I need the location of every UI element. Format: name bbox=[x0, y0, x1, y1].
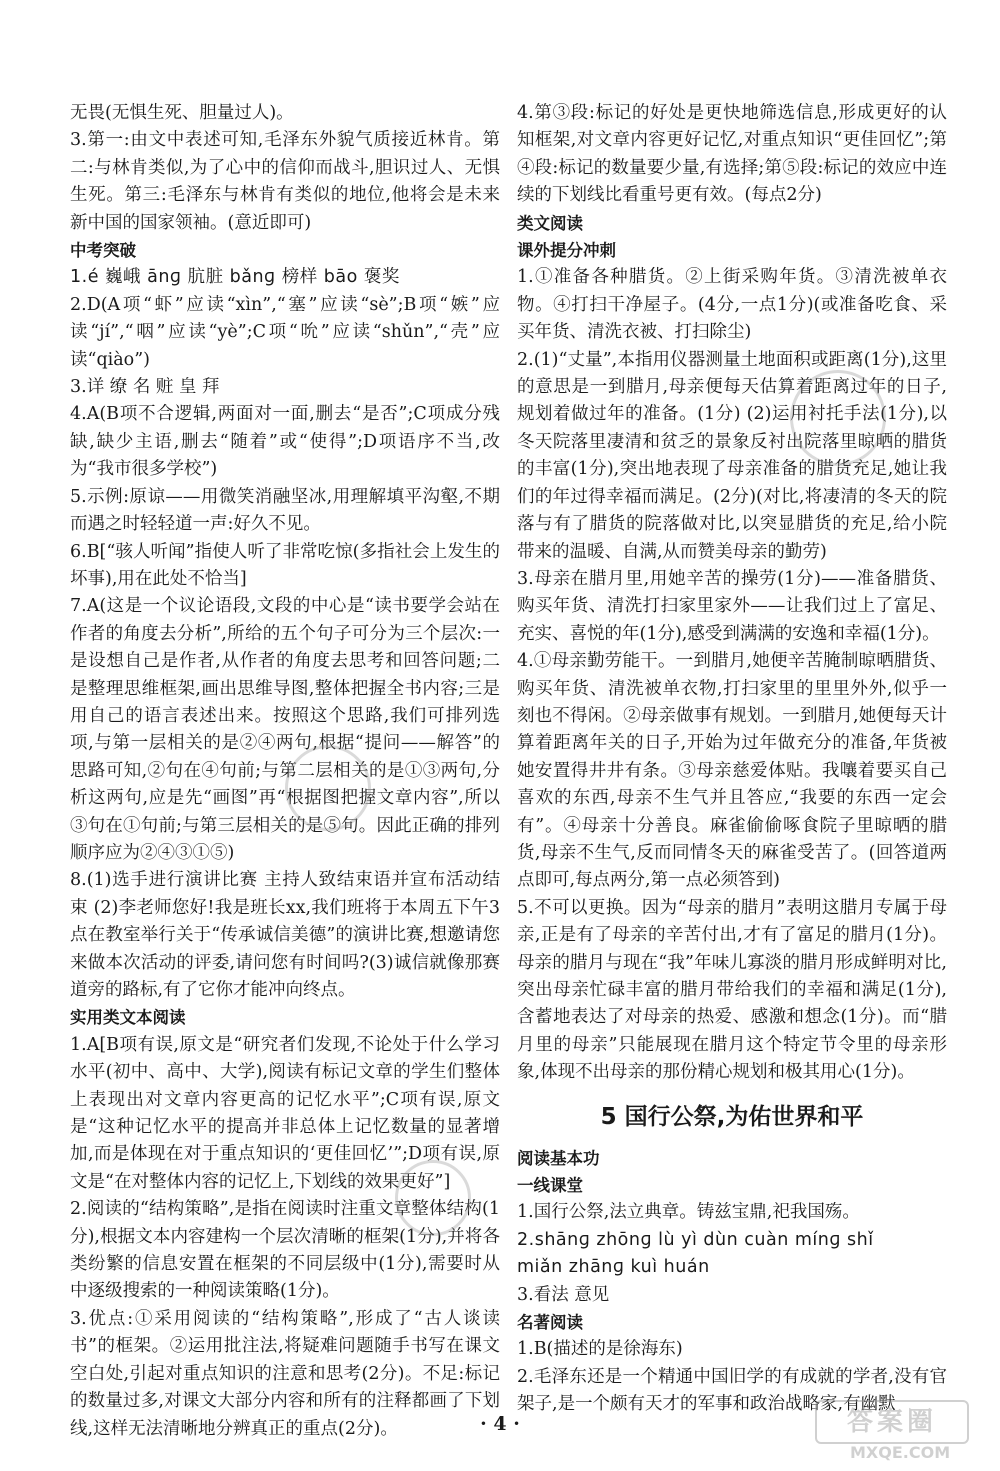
section-heading-mingzhu: 名著阅读 bbox=[517, 1313, 583, 1333]
answer-paragraph: 5.示例:原谅——用微笑消融坚冰,用理解填平沟壑,不期而遇之时轻轻道一声:好久不见。 bbox=[70, 486, 500, 535]
stamp-watermark-icon bbox=[285, 745, 371, 831]
answer-paragraph: 1.é 巍峨 ānɡ 肮脏 bǎnɡ 榜样 bāo 褒奖 bbox=[70, 267, 400, 288]
left-column bbox=[70, 100, 500, 1443]
answer-paragraph: 2.阅读的“结构策略”,是指在阅读时注重文章整体结构(1分),根据文本内容建构一个层次清晰的框架(1分),并将各类纷繁的信息安置在框架的不同层级中(1分),需要时从中逐级搜索的一种阅读策略(1分)。 bbox=[70, 1199, 500, 1302]
page-number: · 4 · bbox=[480, 1413, 520, 1435]
stamp-watermark-icon bbox=[790, 370, 886, 466]
answer-paragraph: 4.第③段:标记的好处是更快地筛选信息,形成更好的认知框架,对文章内容更好记忆,对重点知识“更佳回忆”;第④段:标记的数量要少量,有选择;第⑤段:标记的效应中连续的下划线比看重号更有效。(每点2分) bbox=[517, 103, 947, 206]
answer-paragraph: 1.A[B项有误,原文是“研究者们发现,不论处于什么学习水平(初中、高中、大学),阅读有标记文章的学生们整体上表现出对文章内容更高的记忆水平”;C项有误,原文是“这种记忆水平的提高并非总体上记忆数量的显著增加,而是体现在对于重点知识的‘更佳回忆’”;D项有误,原文是“在对整体内容的记忆上,下划线的效果更好”] bbox=[70, 1034, 500, 1192]
section-heading-yixian: 一线课堂 bbox=[517, 1176, 583, 1196]
answer-paragraph: 5.不可以更换。因为“母亲的腊月”表明这腊月专属于母亲,正是有了母亲的辛苦付出,才有了富足的腊月(1分)。母亲的腊月与现在“我”年味儿寡淡的腊月形成鲜明对比,突出母亲忙碌丰富的腊月带给我们的幸福和满足(1分),含蓄地表达了对母亲的热爱、感激和想念(1分)。而“腊月里的母亲”只能展现在腊月这个特定节令里的母亲形象,体现不出母亲的那份精心规划和极其用心(1分)。 bbox=[517, 897, 947, 1083]
section-heading-zhongkao: 中考突破 bbox=[70, 241, 136, 261]
section-heading-leiwen: 类文阅读 bbox=[517, 213, 583, 233]
pinyin-line: miǎn zhānɡ kuì huán bbox=[517, 1257, 710, 1278]
answer-paragraph: 4.A(B项不合逻辑,两面对一面,删去“是否”;C项成分残缺,缺少主语,删去“随着”或“使得”;D项语序不当,改为“我市很多学校”) bbox=[70, 404, 500, 480]
answer-paragraph: 3.母亲在腊月里,用她辛苦的操劳(1分)——准备腊货、购买年货、清洗打扫家里家外——让我们过上了富足、充实、喜悦的年(1分),感受到满满的安逸和幸福(1分)。 bbox=[517, 568, 947, 644]
answer-paragraph: 1.国行公祭,法立典章。铸兹宝鼎,祀我国殇。 bbox=[517, 1202, 860, 1223]
section-heading-shiyong: 实用类文本阅读 bbox=[70, 1008, 186, 1028]
answer-paragraph: 1.①准备各种腊货。②上街采购年货。③清洗被单衣物。④打扫干净屋子。(4分,一点1分)(或准备吃食、采买年货、清洗衣被、打扫除尘) bbox=[517, 267, 947, 343]
answer-paragraph: 6.B[“骇人听闻”指使人听了非常吃惊(多指社会上发生的坏事),用在此处不恰当] bbox=[70, 541, 500, 589]
section-heading-kewai: 课外提分冲刺 bbox=[517, 241, 616, 261]
answer-paragraph: 3.详 缭 名 赃 皇 拜 bbox=[70, 377, 220, 398]
watermark-url: MXQE.COM bbox=[850, 1443, 951, 1462]
answer-paragraph: 3.优点:①采用阅读的“结构策略”,形成了“古人谈读书”的框架。②运用批注法,将疑难问题随手书写在课文空白处,引起对重点知识的注意和思考(2分)。不足:标记的数量过多,对课文大部分内容和所有的注释都画了下划线,这样无法清晰地分辨真正的重点(2分)。 bbox=[70, 1308, 500, 1439]
site-watermark bbox=[815, 1400, 985, 1462]
answer-paragraph: 7.A(这是一个议论语段,文段的中心是“读书要学会站在作者的角度去分析”,所给的五个句子可分为三个层次:一是设想自己是作者,从作者的角度去思考和回答问题;二是整理思维框架,画出思维导图,整体把握全书内容;三是用自己的语言表述出来。按照这个思路,我们可排列选项,与第一层相关的是②④两句,根据“提问——解答”的思路可知,②句在④句前;与第二层相关的是①③两句,分析这两句,应是先“画图”再“根据图把握文章内容”,所以③句在①句前;与第三层相关的是⑤句。因此正确的排列顺序应为②④③①⑤) bbox=[70, 596, 500, 863]
right-column bbox=[517, 100, 947, 1419]
lesson-title: 5 国行公祭,为佑世界和平 bbox=[600, 1103, 864, 1130]
stamp-watermark-icon bbox=[395, 1160, 471, 1236]
answer-paragraph: 3.第一:由文中表述可知,毛泽东外貌气质接近林肯。第二:与林肯类似,为了心中的信仰而战斗,胆识过人、无惧生死。第三:毛泽东与林肯有类似的地位,他将会是未来新中国的国家领袖。(意近即可) bbox=[70, 130, 500, 233]
section-heading-jiben: 阅读基本功 bbox=[517, 1148, 600, 1168]
answer-paragraph: 2.D(A项“虾”应读“xìn”,“塞”应读“sè”;B项“嫉”应读“jí”,“咽”应读“yè”;C项“吮”应读“shǔn”,“壳”应读“qiào”) bbox=[70, 294, 500, 370]
answer-paragraph: 3.看法 意见 bbox=[517, 1284, 610, 1305]
answer-paragraph: 1.B(描述的是徐海东) bbox=[517, 1339, 683, 1360]
watermark-logo: 答案圈 bbox=[815, 1400, 969, 1444]
answer-paragraph: 2.毛泽东还是一个精通中国旧学的有成就的学者,没有官架子,是一个颇有天才的军事和政治战略家,有幽默 bbox=[517, 1366, 947, 1415]
answer-paragraph: 8.(1)选手进行演讲比赛 主持人致结束语并宣布活动结束 (2)李老师您好!我是班长xx,我们班将于本周五下午3点在教室举行关于“传承诚信美德”的演讲比赛,想邀请您来做本次活动的评委,请问您有时间吗?(3)诚信就像那赛道旁的路标,有了它你才能冲向终点。 bbox=[70, 870, 500, 1000]
pinyin-line: 2.shānɡ zhōnɡ lù yì dùn cuàn mínɡ shǐ bbox=[517, 1229, 874, 1250]
answer-paragraph: 4.①母亲勤劳能干。一到腊月,她便辛苦腌制晾晒腊货、购买年货、清洗被单衣物,打扫家里的里里外外,似乎一刻也不得闲。②母亲做事有规划。一到腊月,她便每天计算着距离年关的日子,开始为过年做充分的准备,年货被她安置得井井有条。③母亲慈爱体贴。我嚷着要买自己喜欢的东西,母亲不生气并且答应,“我要的东西一定会有”。④母亲十分善良。麻雀偷偷啄食院子里晾晒的腊货,母亲不生气,反而同情冬天的麻雀受苦了。(回答道两点即可,每点两分,第一点必须答到) bbox=[517, 651, 947, 891]
answer-paragraph: 无畏(无惧生死、胆量过人)。 bbox=[70, 103, 294, 123]
answer-paragraph: 2.(1)“丈量”,本指用仪器测量土地面积或距离(1分),这里的意思是一到腊月,母亲便每天估算着距离过年的日子,规划着做过年的准备。(1分) (2)运用衬托手法(1分),以冬天院落里凄清和贫乏的景象反衬出院落里晾晒的腊货的丰富(1分),突出地表现了母亲准备的腊货充足,她让我们的年过得幸福而满足。(2分)(对比,将凄清的冬天的院落与有了腊货的院落做对比,以突显腊货的充足,给小院带来的温暖、自满,从而赞美母亲的勤劳) bbox=[517, 349, 947, 562]
